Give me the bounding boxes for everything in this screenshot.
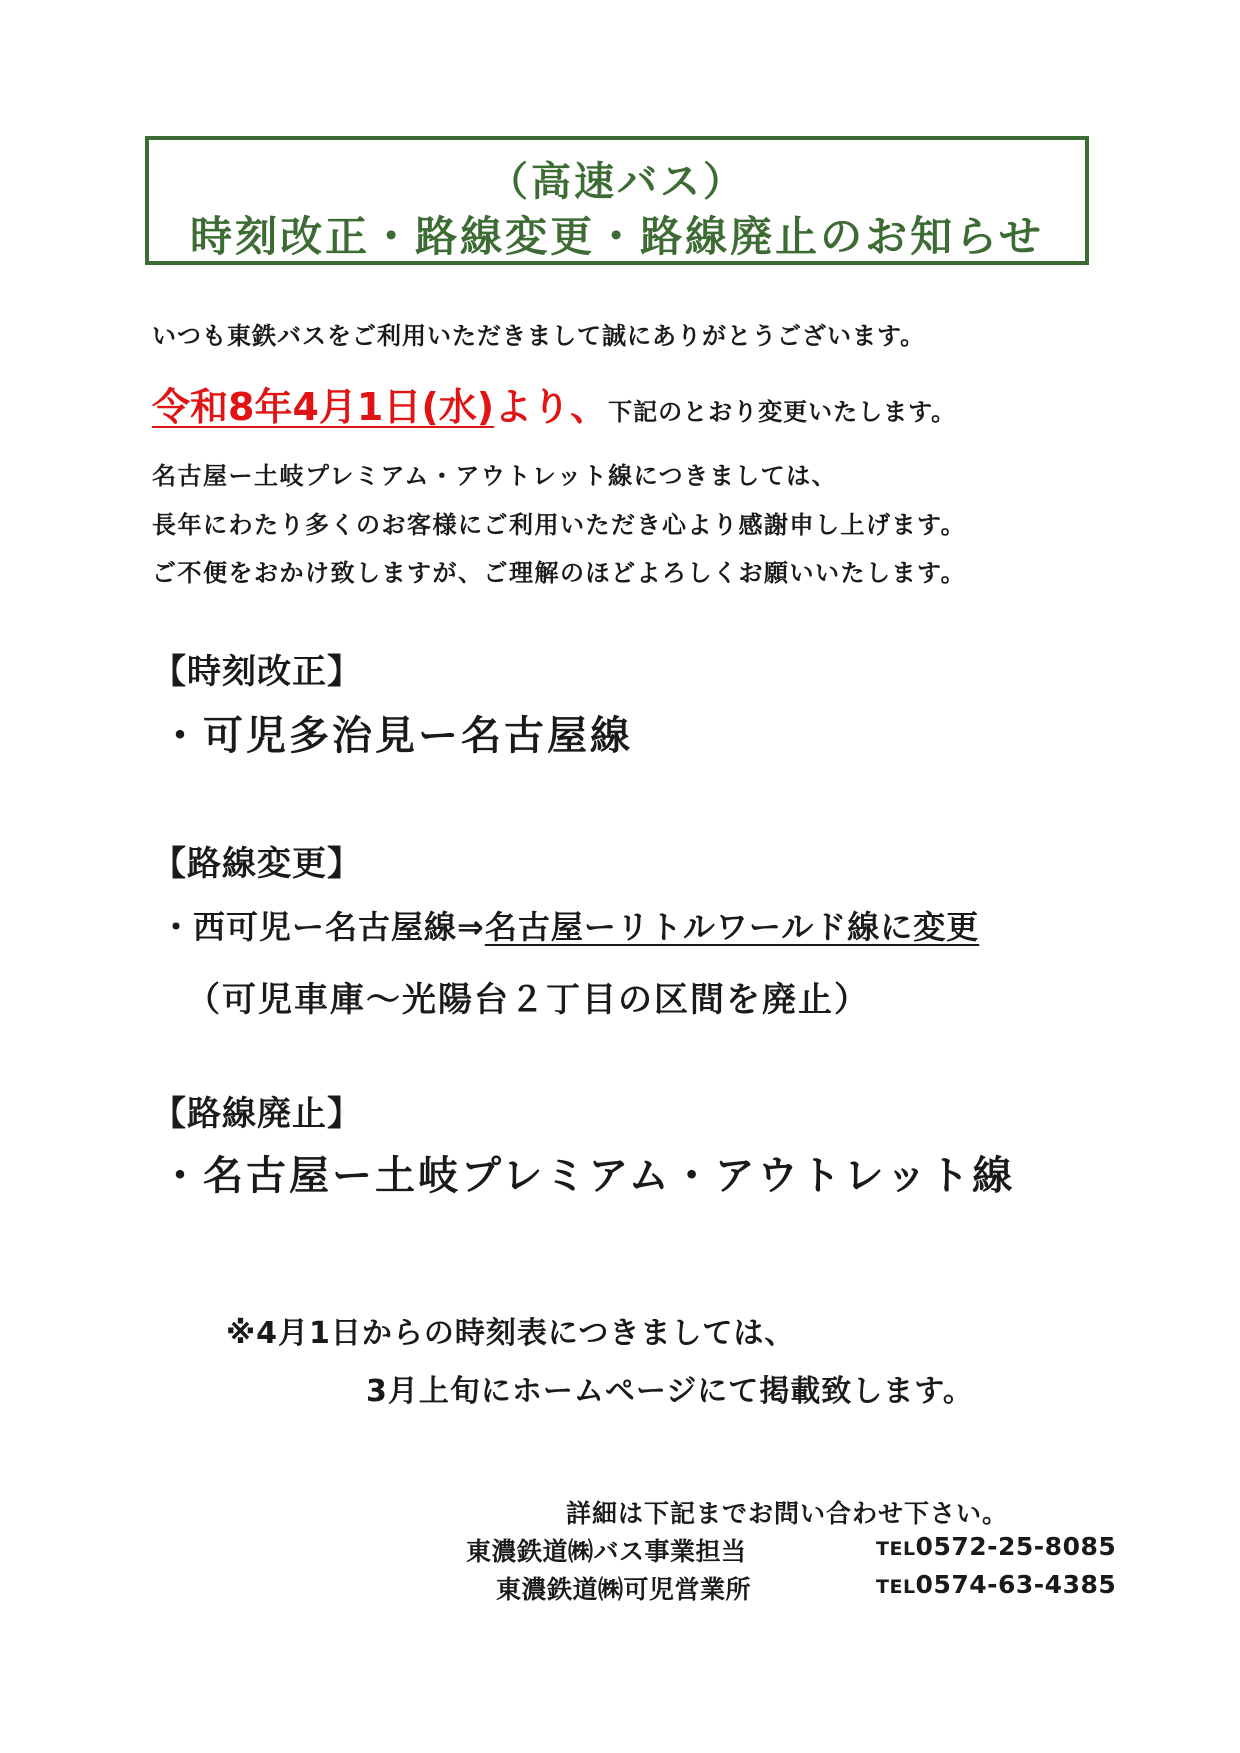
abolished-route-item: ・名古屋ー土岐プレミアム・アウトレット線 (160, 1153, 1016, 1199)
contact-heading: 詳細は下記までお問い合わせ下さい。 (566, 1499, 1009, 1528)
message-line-1: 名古屋ー土岐プレミアム・アウトレット線につきましては、 (152, 462, 838, 490)
timetable-note-line-2: 3月上旬にホームページにて掲載致します。 (366, 1374, 974, 1409)
intro-text: いつも東鉄バスをご利用いただきまして誠にありがとうございます。 (152, 322, 926, 350)
timetable-note-line-1: ※4月1日からの時刻表につきましては、 (226, 1316, 796, 1351)
section-heading-timetable: 【時刻改正】 (152, 652, 362, 692)
tel-number: 0574-63-4385 (915, 1570, 1117, 1599)
page-title: 時刻改正・路線変更・路線廃止のお知らせ (190, 212, 1044, 261)
contact-name-2: 東濃鉄道㈱可児営業所 (496, 1575, 752, 1604)
effective-date: 令和8年4月1日(水) (152, 385, 495, 429)
tel-number: 0572-25-8085 (915, 1532, 1117, 1561)
route-change-to: 名古屋ーリトルワールド線に変更 (484, 908, 980, 946)
section-heading-abolition: 【路線廃止】 (152, 1094, 362, 1134)
effective-date-suffix: より、 (494, 385, 609, 429)
effective-date-rest: 下記のとおり変更いたします。 (608, 398, 957, 426)
title-box (145, 136, 1089, 265)
message-line-2: 長年にわたり多くのお客様にご利用いただき心より感謝申し上げます。 (152, 511, 967, 539)
message-line-3: ご不便をおかけ致しますが、ご理解のほどよろしくお願いいたします。 (152, 559, 967, 587)
contact-tel-2 (876, 1570, 1116, 1599)
contact-tel-1 (876, 1532, 1116, 1561)
title-category: （高速バス） (488, 159, 746, 205)
tel-prefix: TEL (876, 1576, 916, 1598)
route-change-item (160, 902, 979, 948)
tel-prefix: TEL (876, 1538, 916, 1560)
contact-name-1: 東濃鉄道㈱バス事業担当 (466, 1537, 747, 1566)
route-change-from: ・西可児ー名古屋線⇒ (160, 908, 485, 946)
effective-date-line (152, 376, 956, 431)
section-heading-route-change: 【路線変更】 (152, 844, 362, 884)
route-change-note: （可児車庫～光陽台２丁目の区間を廃止） (186, 980, 870, 1020)
timetable-route-item: ・可児多治見ー名古屋線 (160, 713, 633, 759)
